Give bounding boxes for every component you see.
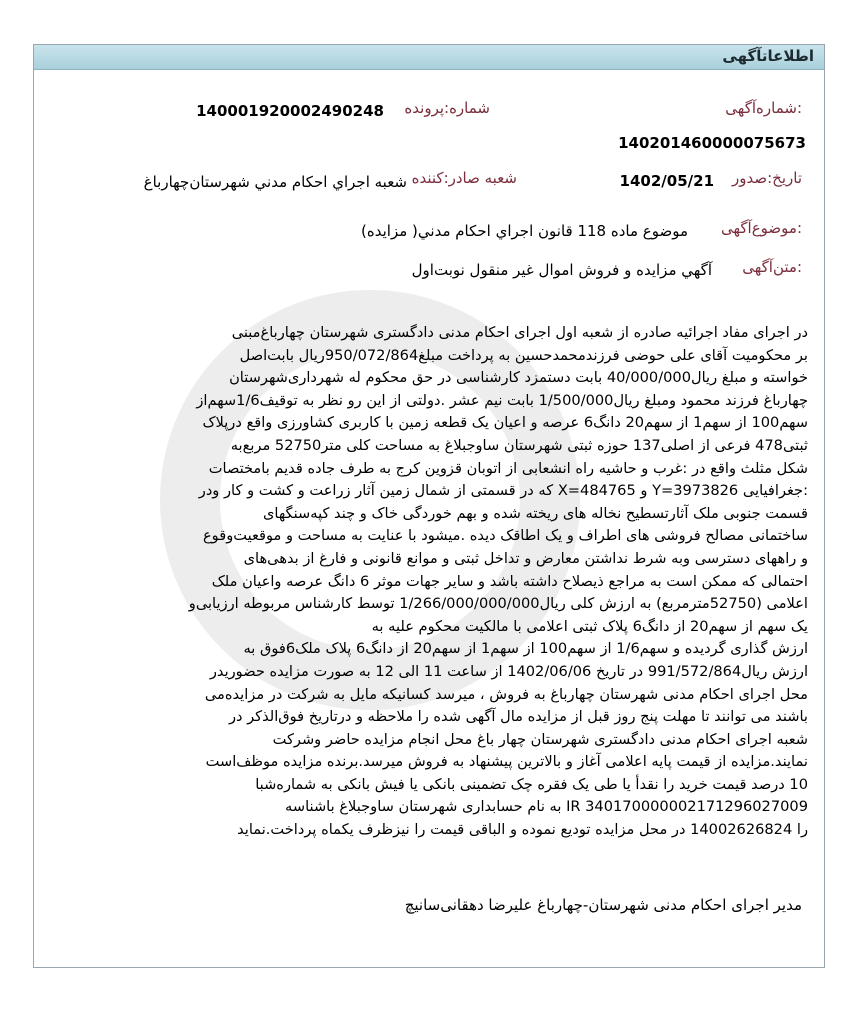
body-line: خواسته و مبلغ ریال40/000/000 بابت دستمزد کارشناسی در حق محکوم له شهرداری‌شهرستان — [229, 369, 808, 387]
body-line: ارزش ریال991/572/864 در تاریخ 1402/06/06 از ساعت 11 الی 12 به صورت مزایده حضوریدر — [209, 662, 808, 680]
body-line: 10 درصد قیمت خرید را نقدأ یا طی یک فقره چک تضمینی بانکی یا فیش بانکی به شماره‌شبا — [255, 775, 808, 793]
panel-header — [34, 45, 824, 70]
file-number-label: شماره:پرونده — [404, 99, 490, 117]
body-line: باشند می توانند تا مهلت پنج روز قبل از مزایده مال آگهی شده را ملاحظه و درتاریخ فوق‌الذکر در — [228, 708, 808, 726]
body-line: احتمالی که ممکن است به مراجع ذیصلاح داشته باشد و سایر جهات موثر 6 دانگ عرصه واعیان ملک — [211, 572, 808, 590]
subject-label: موضوع‌آگهی: — [720, 219, 802, 237]
body-line: ارزش گذاری گردیده و سهم1/6 از سهم100 از سهم1 از سهم20 از دانگ6 پلاک ملک6فوق به — [243, 640, 808, 658]
body-line: و راههای دسترسی وبه شرط نداشتن معارض و تداخل ثبتی و موانع قانونی و فارغ از بدهی‌های — [243, 549, 808, 567]
body-line: :جغرافیایی Y=3973826 و X=484765 که در قسمتی از شمال زمین آثار زراعت و کشت و کار ودر — [198, 482, 808, 500]
body-line: بر محکومیت آقای علی حوضی فرزندمحمدحسین به پرداخت مبلغ950/072/864ریال بابت‌اصل — [239, 346, 808, 364]
ad-number-label: شماره‌آگهی: — [725, 99, 802, 117]
body-line: شعبه اجرای احکام مدنی دادگستری شهرستان چهار باغ محل انجام مزایده حاضر وشرکت — [272, 730, 808, 748]
signature-line: مدیر اجرای احکام مدنی شهرستان-چهارباغ علیرضا دهقانی‌سانیچ — [404, 896, 802, 914]
body-line: چهارباغ فرزند محمود ومبلغ ریال1/500/000 بابت نیم عشر .دولتی از این رو نظر به توقیف1/6سهم‌از — [196, 391, 808, 409]
issue-date-value: 1402/05/21 — [619, 172, 714, 190]
notice-body — [35, 322, 808, 842]
body-line: محل اجرای احکام مدنی شهرستان چهارباغ به فروش ، میرسد کسانیکه مایل به شرکت در مزایده‌می — [204, 685, 808, 703]
body-line: نمایند.مزایده از قیمت پایه اعلامی آغاز و بالاترین پیشنهاد به فروش میرسد.برنده مزایده موظف‌است — [205, 753, 808, 771]
issue-date-label: تاریخ:صدور — [732, 169, 802, 187]
ad-number-value: 140201460000075673 — [618, 134, 806, 152]
text-value: آگهي مزايده و فروش اموال غير منقول نوبت‌اول — [411, 261, 712, 279]
body-line: IR 340170000002171296027009 به نام حسابداری شهرستان ساوجبلاغ باشناسه — [285, 798, 808, 816]
body-line: را 14002626824 در محل مزایده تودیع نموده و الباقی قیمت را نیزظرف یکماه پرداخت.نماید — [237, 821, 808, 839]
body-line: قسمت جنوبی ملک آثارتسطیح نخاله های ریخته شده و بهم خوردگی خاک و چند کپه‌سنگهای — [262, 504, 808, 522]
body-line: ساختمانی مصالح فروشی های اطراف و یک اطاقک دیده .میشود با عنایت به مساحت و موقعیت‌وقوع — [202, 527, 808, 545]
text-label: متن‌آگهی: — [742, 258, 802, 276]
issuer-label: شعبه صادر:کننده — [411, 169, 517, 187]
body-line: سهم100 از سهم1 از سهم20 دانگ6 عرصه و اعیان یک قطعه زمین با کاربری کشاورزی واقع درپلاک — [202, 414, 808, 432]
subject-value: موضوع ماده 118 قانون اجراي احكام مدني( مزايده) — [361, 222, 688, 240]
body-line: شکل مثلث واقع در :غرب و حاشیه راه انشعابی از اتوبان قزوین کرج به طرف جاده قدیم بامختصات — [208, 459, 808, 477]
issuer-value: شعبه اجراي احكام مدني شهرستان‌چهارباغ — [143, 173, 407, 191]
body-line: در اجرای مفاد اجرائیه صادره از شعبه اول اجرای احکام مدنی دادگستری شهرستان چهارباغ‌مبنی — [231, 324, 808, 341]
file-number-value: 140001920002490248 — [196, 102, 384, 120]
body-line: یک سهم از سهم20 از دانگ6 پلاک ثبتی اعلامی با مالکیت محکوم علیه به — [371, 617, 808, 635]
body-line: ثبتی478 فرعی از اصلی137 حوزه ثبتی شهرستان ساوجبلاغ به مساحت کلی متر52750 مربع‌به — [230, 436, 808, 454]
panel-title: اطلاعاتآگهی — [722, 47, 814, 65]
body-line: اعلامی (52750مترمربع) به ارزش کلی ریال1/266/000/000/000 توسط کارشناس مربوطه ارزیابی‌و — [188, 595, 808, 613]
